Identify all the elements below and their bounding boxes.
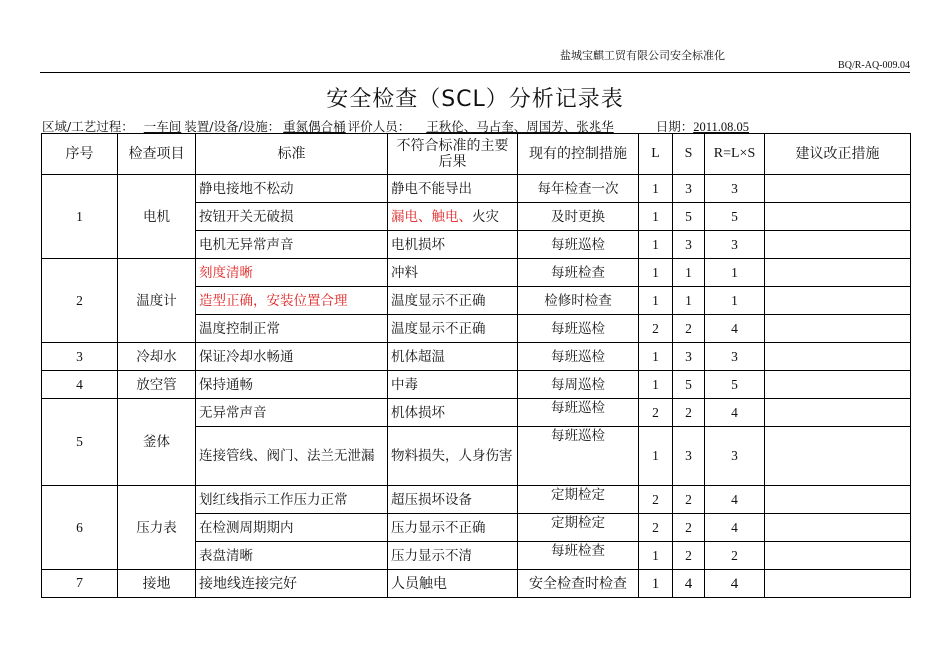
- group-no: 5: [42, 399, 118, 486]
- suggest-cell: [765, 427, 911, 486]
- standard-cell: 刻度清晰: [196, 259, 388, 287]
- r-cell: 1: [705, 287, 765, 315]
- standard-cell: 电机无异常声音: [196, 231, 388, 259]
- consequence-cell: 压力显示不清: [388, 542, 518, 570]
- l-cell: 1: [639, 203, 673, 231]
- s-cell: 5: [673, 203, 705, 231]
- group-item: 温度计: [118, 259, 196, 343]
- consequence-cell: 温度显示不正确: [388, 315, 518, 343]
- suggest-cell: [765, 259, 911, 287]
- suggest-cell: [765, 231, 911, 259]
- table-row: [42, 570, 911, 598]
- control-cell: 每班检查: [518, 259, 639, 287]
- r-cell: 3: [705, 343, 765, 371]
- s-cell: 2: [673, 315, 705, 343]
- s-cell: 2: [673, 514, 705, 542]
- r-cell: 1: [705, 259, 765, 287]
- s-cell: 1: [673, 259, 705, 287]
- standard-cell: 静电接地不松动: [196, 175, 388, 203]
- document-number: BQ/R-AQ-009.04: [838, 60, 910, 71]
- s-cell: 4: [673, 570, 705, 598]
- header-control: 现有的控制措施: [518, 134, 639, 175]
- consequence-highlight: 漏电、触电、: [391, 208, 472, 225]
- header-suggest: 建议改正措施: [765, 134, 911, 175]
- standard-cell: 连接管线、阀门、法兰无泄漏: [196, 427, 388, 486]
- consequence-cell: 机体损坏: [388, 399, 518, 427]
- consequence-cell: 机体超温: [388, 343, 518, 371]
- date-value: 2011.08.05: [693, 120, 750, 134]
- group-item: 冷却水: [118, 343, 196, 371]
- standard-cell: 按钮开关无破损: [196, 203, 388, 231]
- consequence-cell: 超压损坏设备: [388, 486, 518, 514]
- header-r: R=L×S: [705, 134, 765, 175]
- control-cell: 定期检定: [518, 486, 639, 514]
- l-cell: 1: [639, 542, 673, 570]
- group-no: 2: [42, 259, 118, 343]
- control-cell: 定期检定: [518, 514, 639, 542]
- consequence-cell: [388, 203, 518, 231]
- consequence-cell: 物料损失，人身伤害: [388, 427, 518, 486]
- area-value: 一车间: [143, 119, 182, 134]
- header-no: 序号: [42, 134, 118, 175]
- suggest-cell: [765, 570, 911, 598]
- r-cell: 4: [705, 315, 765, 343]
- date-label: 日期：: [655, 119, 694, 134]
- consequence-cell: 静电不能导出: [388, 175, 518, 203]
- r-cell: 4: [705, 514, 765, 542]
- suggest-cell: [765, 287, 911, 315]
- l-cell: 1: [639, 371, 673, 399]
- s-cell: 1: [673, 287, 705, 315]
- suggest-cell: [765, 175, 911, 203]
- suggest-cell: [765, 514, 911, 542]
- header-rule: [40, 72, 910, 73]
- standard-cell: 保证冷却水畅通: [196, 343, 388, 371]
- device-value: 重氮偶合桶: [283, 119, 346, 134]
- table-row: [42, 343, 911, 371]
- r-cell: 4: [705, 399, 765, 427]
- table-row: [42, 259, 911, 287]
- l-cell: 1: [639, 343, 673, 371]
- suggest-cell: [765, 486, 911, 514]
- table-row: [42, 371, 911, 399]
- table-row: [42, 175, 911, 203]
- control-cell: 及时更换: [518, 203, 639, 231]
- r-cell: 3: [705, 231, 765, 259]
- consequence-cell: 压力显示不正确: [388, 514, 518, 542]
- group-item: 釜体: [118, 399, 196, 486]
- l-cell: 2: [639, 315, 673, 343]
- s-cell: 3: [673, 343, 705, 371]
- consequence-text: 火灾: [472, 208, 499, 225]
- r-cell: 3: [705, 427, 765, 486]
- control-cell: 每班巡检: [518, 231, 639, 259]
- l-cell: 1: [639, 231, 673, 259]
- standard-cell: 保持通畅: [196, 371, 388, 399]
- group-no: 7: [42, 570, 118, 598]
- l-cell: 2: [639, 486, 673, 514]
- control-cell: 安全检查时检查: [518, 570, 639, 598]
- standard-cell: 接地线连接完好: [196, 570, 388, 598]
- l-cell: 1: [639, 570, 673, 598]
- device-label: 装置/设备/设施：: [184, 119, 281, 134]
- reviewer-value: 王秋伦、马占奎、周国芳、张兆华: [426, 119, 614, 134]
- standard-cell: 划红线指示工作压力正常: [196, 486, 388, 514]
- group-item: 电机: [118, 175, 196, 259]
- header-l: L: [639, 134, 673, 175]
- suggest-cell: [765, 315, 911, 343]
- control-cell: 每班检查: [518, 542, 639, 570]
- control-cell: 每班巡检: [518, 427, 639, 486]
- r-cell: 4: [705, 570, 765, 598]
- s-cell: 5: [673, 371, 705, 399]
- group-no: 6: [42, 486, 118, 570]
- group-no: 3: [42, 343, 118, 371]
- consequence-cell: 电机损坏: [388, 231, 518, 259]
- standard-cell: 表盘清晰: [196, 542, 388, 570]
- s-cell: 3: [673, 175, 705, 203]
- standard-cell: 温度控制正常: [196, 315, 388, 343]
- group-item: 压力表: [118, 486, 196, 570]
- group-item: 接地: [118, 570, 196, 598]
- r-cell: 3: [705, 175, 765, 203]
- group-no: 1: [42, 175, 118, 259]
- header-item: 检查项目: [118, 134, 196, 175]
- control-cell: 每班巡检: [518, 315, 639, 343]
- header-consequence: 不符合标准的主要后果: [388, 134, 518, 175]
- control-cell: 每周巡检: [518, 371, 639, 399]
- s-cell: 2: [673, 542, 705, 570]
- scl-table: [41, 133, 911, 598]
- control-cell: 检修时检查: [518, 287, 639, 315]
- l-cell: 2: [639, 514, 673, 542]
- l-cell: 2: [639, 399, 673, 427]
- header-row: [42, 134, 911, 175]
- standard-cell: 造型正确，安装位置合理: [196, 287, 388, 315]
- s-cell: 3: [673, 231, 705, 259]
- page-title: 安全检查（SCL）分析记录表: [326, 87, 624, 112]
- r-cell: 4: [705, 486, 765, 514]
- r-cell: 5: [705, 371, 765, 399]
- suggest-cell: [765, 203, 911, 231]
- reviewer-label: 评价人员：: [347, 119, 411, 134]
- l-cell: 1: [639, 175, 673, 203]
- standard-cell: 在检测周期期内: [196, 514, 388, 542]
- table-row: [42, 486, 911, 514]
- control-cell: 每班巡检: [518, 343, 639, 371]
- header-s: S: [673, 134, 705, 175]
- control-cell: 每班巡检: [518, 399, 639, 427]
- r-cell: 2: [705, 542, 765, 570]
- r-cell: 5: [705, 203, 765, 231]
- consequence-cell: 温度显示不正确: [388, 287, 518, 315]
- area-label: 区域/工艺过程：: [42, 119, 134, 134]
- group-no: 4: [42, 371, 118, 399]
- consequence-cell: 人员触电: [388, 570, 518, 598]
- suggest-cell: [765, 343, 911, 371]
- group-item: 放空管: [118, 371, 196, 399]
- l-cell: 1: [639, 427, 673, 486]
- table-row: [42, 399, 911, 427]
- control-cell: 每年检查一次: [518, 175, 639, 203]
- suggest-cell: [765, 542, 911, 570]
- s-cell: 2: [673, 486, 705, 514]
- suggest-cell: [765, 399, 911, 427]
- suggest-cell: [765, 371, 911, 399]
- s-cell: 3: [673, 427, 705, 486]
- standard-cell: 无异常声音: [196, 399, 388, 427]
- company-name: 盐城宝麒工贸有限公司安全标准化: [560, 49, 725, 62]
- consequence-cell: 中毒: [388, 371, 518, 399]
- header-standard: 标准: [196, 134, 388, 175]
- s-cell: 2: [673, 399, 705, 427]
- consequence-cell: 冲料: [388, 259, 518, 287]
- l-cell: 1: [639, 287, 673, 315]
- l-cell: 1: [639, 259, 673, 287]
